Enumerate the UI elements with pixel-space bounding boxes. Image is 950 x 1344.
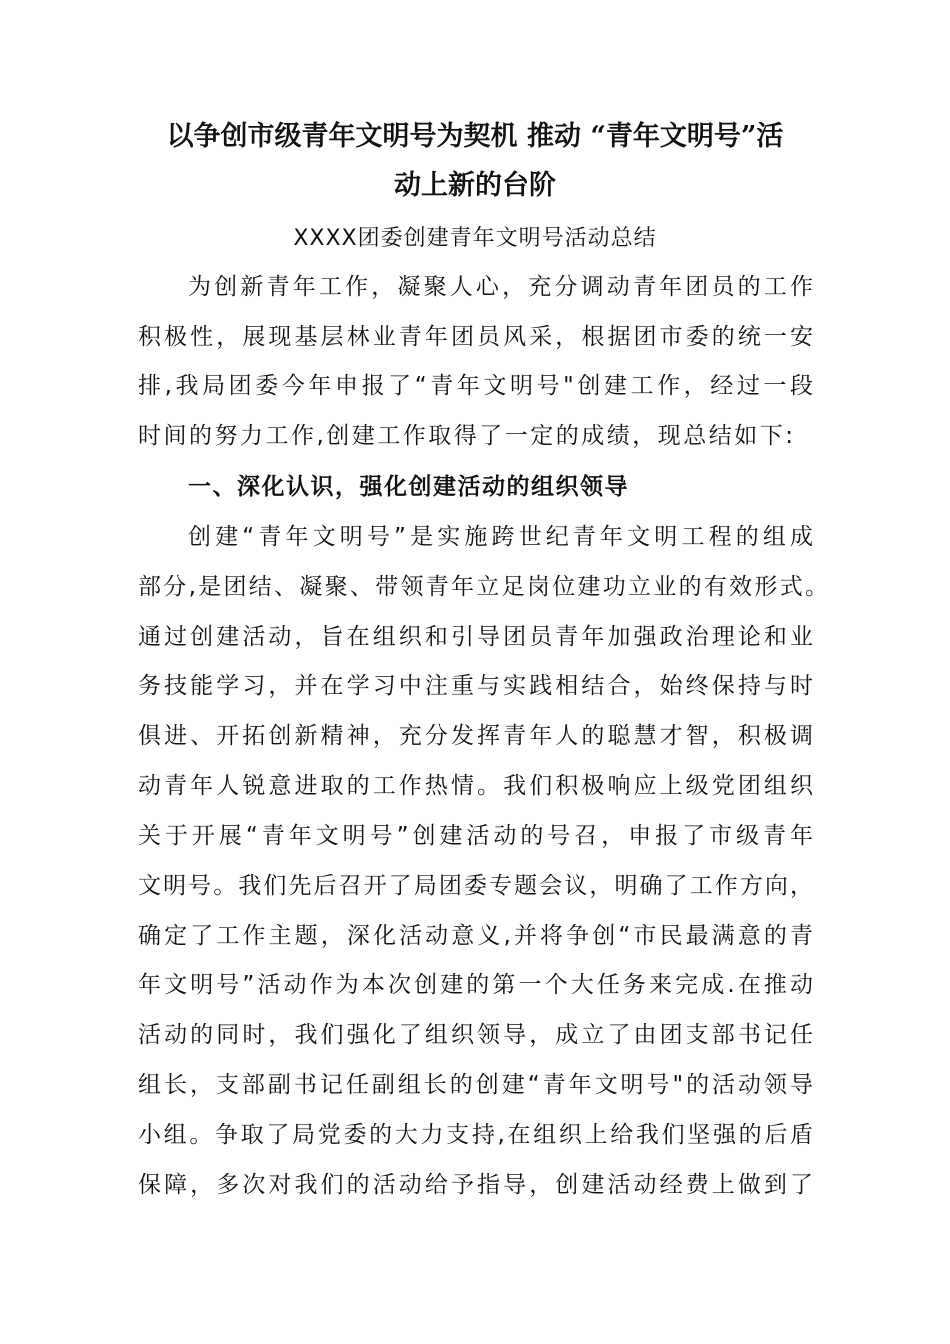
section-1-heading: 一、深化认识，强化创建活动的组织领导	[188, 474, 629, 500]
document-title-line-1: 以争创市级青年文明号为契机 推动 “青年文明号”活	[166, 121, 784, 152]
section-1-paragraph-line: 文明号。我们先后召开了局团委专题会议，明确了工作方向，	[138, 873, 813, 899]
section-1-paragraph-line: 部分,是团结、凝聚、带领青年立足岗位建功立业的有效形式。	[138, 574, 828, 600]
document-title-line-2: 动上新的台阶	[394, 170, 556, 201]
section-1-paragraph-line: 保障，多次对我们的活动给予指导，创建活动经费上做到了	[138, 1172, 813, 1198]
intro-paragraph-line: 为创新青年工作，凝聚人心，充分调动青年团员的工作	[188, 274, 813, 300]
section-1-paragraph-line: 创建“青年文明号”是实施跨世纪青年文明工程的组成	[188, 524, 813, 550]
section-1-paragraph-line: 关于开展“青年文明号”创建活动的号召，申报了市级青年	[138, 823, 813, 849]
section-1-paragraph-line: 俱进、开拓创新精神，充分发挥青年人的聪慧才智，积极调	[138, 723, 813, 749]
section-1-paragraph-line: 确定了工作主题，深化活动意义,并将争创“市民最满意的青	[138, 923, 813, 949]
document-subtitle: XXXX团委创建青年文明号活动总结	[293, 226, 657, 251]
intro-paragraph-line: 排,我局团委今年申报了“青年文明号"创建工作，经过一段	[138, 373, 813, 399]
section-1-paragraph-line: 活动的同时，我们强化了组织领导，成立了由团支部书记任	[138, 1022, 813, 1048]
intro-paragraph-line: 时间的努力工作,创建工作取得了一定的成绩，现总结如下:	[138, 423, 796, 449]
section-1-paragraph-line: 小组。争取了局党委的大力支持,在组织上给我们坚强的后盾	[138, 1122, 813, 1148]
section-1-paragraph-line: 务技能学习，并在学习中注重与实践相结合，始终保持与时	[138, 673, 813, 699]
section-1-paragraph-line: 组长，支部副书记任副组长的创建“青年文明号"的活动领导	[138, 1072, 813, 1098]
section-1-paragraph-line: 年文明号”活动作为本次创建的第一个大任务来完成.在推动	[138, 972, 813, 998]
section-1-paragraph-line: 通过创建活动，旨在组织和引导团员青年加强政治理论和业	[138, 624, 813, 650]
section-1-paragraph-line: 动青年人锐意进取的工作热情。我们积极响应上级党团组织	[138, 773, 813, 799]
intro-paragraph-line: 积极性，展现基层林业青年团员风采，根据团市委的统一安	[138, 324, 813, 350]
